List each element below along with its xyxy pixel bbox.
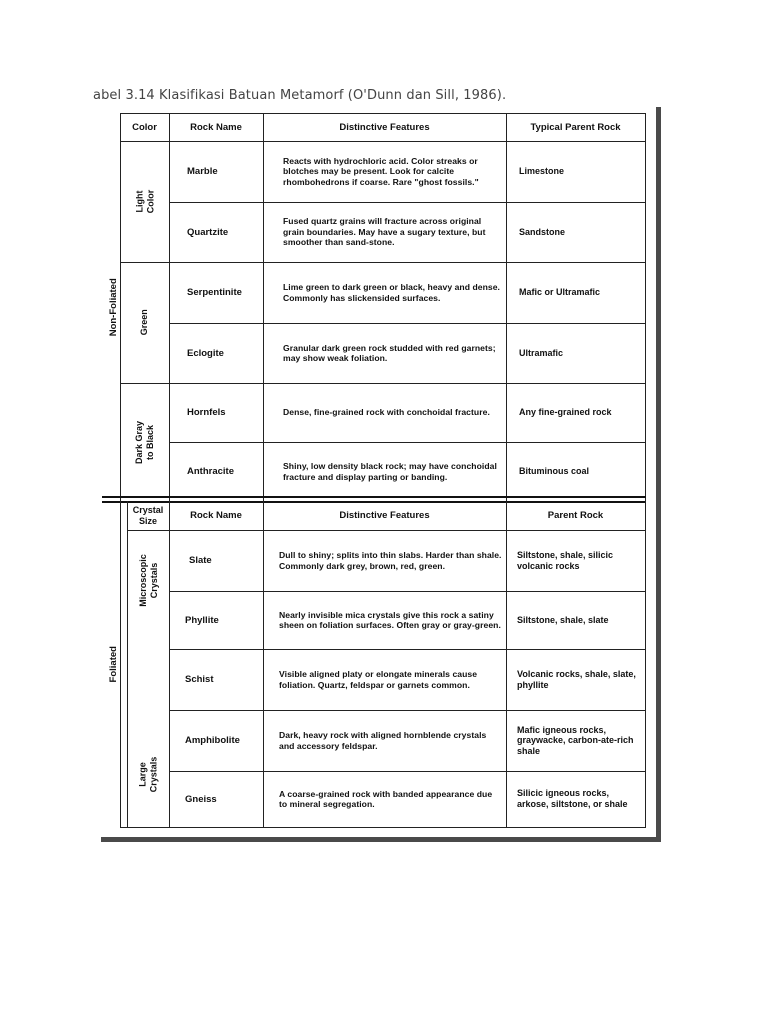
header-parent-rock: Parent Rock <box>547 510 604 521</box>
rock-name-gneiss: Gneiss <box>185 793 217 805</box>
color-group-green: Green <box>139 309 150 336</box>
features-gneiss: A coarse-grained rock with banded appearance due to mineral segregation. <box>279 788 493 809</box>
features-quartzite: Fused quartz grains will fracture across original grain boundaries. May have a sugary texture, but smoother than sand-stone. <box>283 216 486 248</box>
rock-name-quartzite: Quartzite <box>187 226 229 238</box>
rock-name-phyllite: Phyllite <box>185 614 219 626</box>
foliated-group-label: Foliated <box>107 646 119 683</box>
features-schist: Visible aligned platy or elongate minerals cause foliation. Quartz, feldspar or garnets common. <box>279 669 478 690</box>
rock-name-marble: Marble <box>187 166 218 177</box>
header-rock-name-foliated: Rock Name <box>190 510 242 521</box>
rock-name-eclogite: Eclogite <box>187 347 224 359</box>
features-serpentinite: Lime green to dark green or black, heavy and dense. Commonly has slickensided surfaces. <box>283 282 500 303</box>
header-distinctive-features: Distinctive Features <box>339 121 430 133</box>
header-rock-name: Rock Name <box>190 121 242 133</box>
header-crystal-size: Crystal Size <box>132 505 164 526</box>
rock-name-amphibolite: Amphibolite <box>185 735 240 746</box>
header-color: Color <box>132 121 157 133</box>
rock-name-schist: Schist <box>185 674 214 685</box>
color-group-light: Light Color <box>134 189 155 214</box>
parent-hornfels: Any fine-grained rock <box>519 407 612 418</box>
non-foliated-group-label: Non-Foliated <box>107 277 119 337</box>
parent-anthracite: Bituminous coal <box>519 466 590 477</box>
rock-name-hornfels: Hornfels <box>187 407 226 418</box>
parent-schist: Volcanic rocks, shale, slate, phyllite <box>517 668 636 690</box>
rock-name-slate: Slate <box>189 555 212 566</box>
features-amphibolite: Dark, heavy rock with aligned hornblende crystals and accessory feldspar. <box>279 730 487 751</box>
features-slate: Dull to shiny; splits into thin slabs. Harder than shale. Commonly dark grey, brown, red, green. <box>279 550 502 571</box>
parent-marble: Limestone <box>519 166 565 177</box>
color-group-dark: Dark Gray to Black <box>134 420 155 464</box>
table-caption: abel 3.14 Klasifikasi Batuan Metamorf (O'Dunn dan Sill, 1986). <box>93 88 507 103</box>
parent-gneiss: Silicic igneous rocks, arkose, siltstone, or shale <box>517 788 628 809</box>
features-hornfels: Dense, fine-grained rock with conchoidal fracture. <box>283 407 490 418</box>
parent-slate: Siltstone, shale, silicic volcanic rocks <box>517 549 614 571</box>
features-eclogite: Granular dark green rock studded with red garnets; may show weak foliation. <box>283 342 496 363</box>
scanned-table-page <box>96 104 656 837</box>
parent-serpentinite: Mafic or Ultramafic <box>519 287 601 298</box>
rock-name-anthracite: Anthracite <box>187 466 234 477</box>
features-phyllite: Nearly invisible mica crystals give this rock a satiny sheen on foliation surfaces. Often gray or gray-green. <box>279 609 501 630</box>
parent-eclogite: Ultramafic <box>519 347 564 358</box>
header-typical-parent-rock: Typical Parent Rock <box>530 121 621 133</box>
features-marble: Reacts with hydrochloric acid. Color streaks or blotches may be present. Look for calcite rhombohedrons if coarse. Rare "ghost fossils." <box>283 155 479 187</box>
size-group-microscopic: Microscopic Crystals <box>137 553 159 607</box>
features-anthracite: Shiny, low density black rock; may have conchoidal fracture and display parting or banding. <box>283 461 497 482</box>
header-distinctive-features-foliated: Distinctive Features <box>339 510 430 521</box>
rock-name-serpentinite: Serpentinite <box>187 287 242 298</box>
parent-phyllite: Siltstone, shale, slate <box>517 614 609 625</box>
parent-amphibolite: Mafic igneous rocks, graywacke, carbon-ate-rich shale <box>517 724 634 756</box>
parent-quartzite: Sandstone <box>519 226 566 237</box>
size-group-large: Large Crystals <box>137 756 158 792</box>
